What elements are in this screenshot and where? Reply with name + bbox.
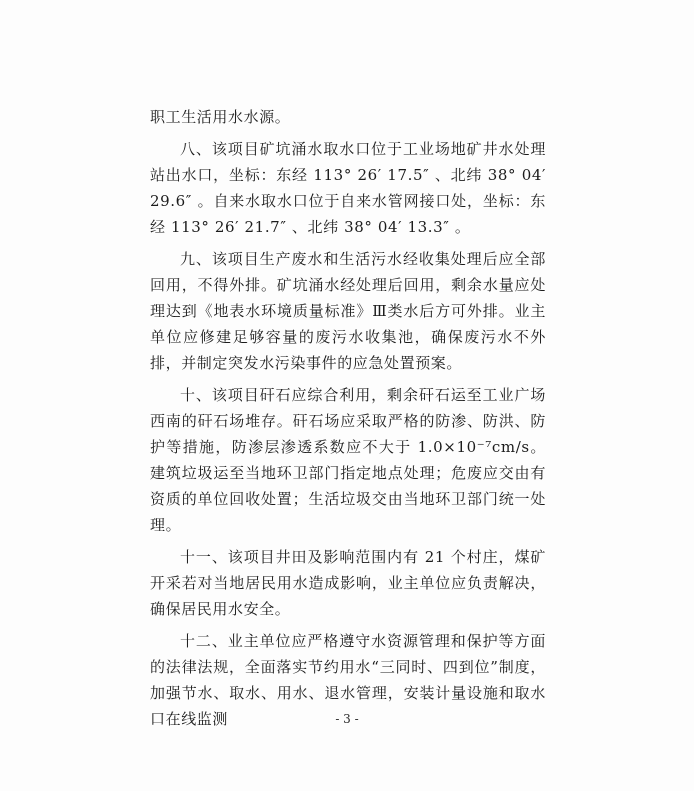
paragraph-item-8: 八、该项目矿坑涌水取水口位于工业场地矿井水处理站出水口，坐标：东经 113° 26′ 17.5″ 、北纬 38° 04′ 29.6″ 。自来水取水口位于自来水管网接口处，坐标：东经 113° 26′ 21.7″ 、北纬 38° 04′ 13.3″ 。 [150, 140, 546, 236]
page-number: - 3 - [335, 712, 359, 726]
paragraph-item-12: 十二、业主单位应严格遵守水资源管理和保护等方面的法律法规，全面落实节约用水“三同时、四到位”制度，加强节水、取水、用水、退水管理，安装计量设施和取水口在线监测 [150, 632, 546, 728]
document-body [150, 104, 546, 738]
paragraph-item-9: 九、该项目生产废水和生活污水经收集处理后应全部回用，不得外排。矿坑涌水经处理后回用，剩余水量应处理达到《地表水环境质量标准》Ⅲ类水后方可外排。业主单位应修建足够容量的废污水收集池，确保废污水不外排，并制定突发水污染事件的应急处置预案。 [150, 250, 546, 372]
paragraph-item-10: 十、该项目矸石应综合利用，剩余矸石运至工业广场西南的矸石场堆存。矸石场应采取严格的防渗、防洪、防护等措施，防渗层渗透系数应不大于 1.0×10⁻⁷cm/s。建筑垃圾运至当地环卫部门指定地点处理；危废应交由有资质的单位回收处置；生活垃圾交由当地环卫部门统一处理。 [150, 386, 546, 534]
paragraph-item-11: 十一、该项目井田及影响范围内有 21 个村庄，煤矿开采若对当地居民用水造成影响，业主单位应负责解决，确保居民用水安全。 [150, 548, 546, 618]
paragraph-continuation: 职工生活用水水源。 [150, 108, 291, 126]
